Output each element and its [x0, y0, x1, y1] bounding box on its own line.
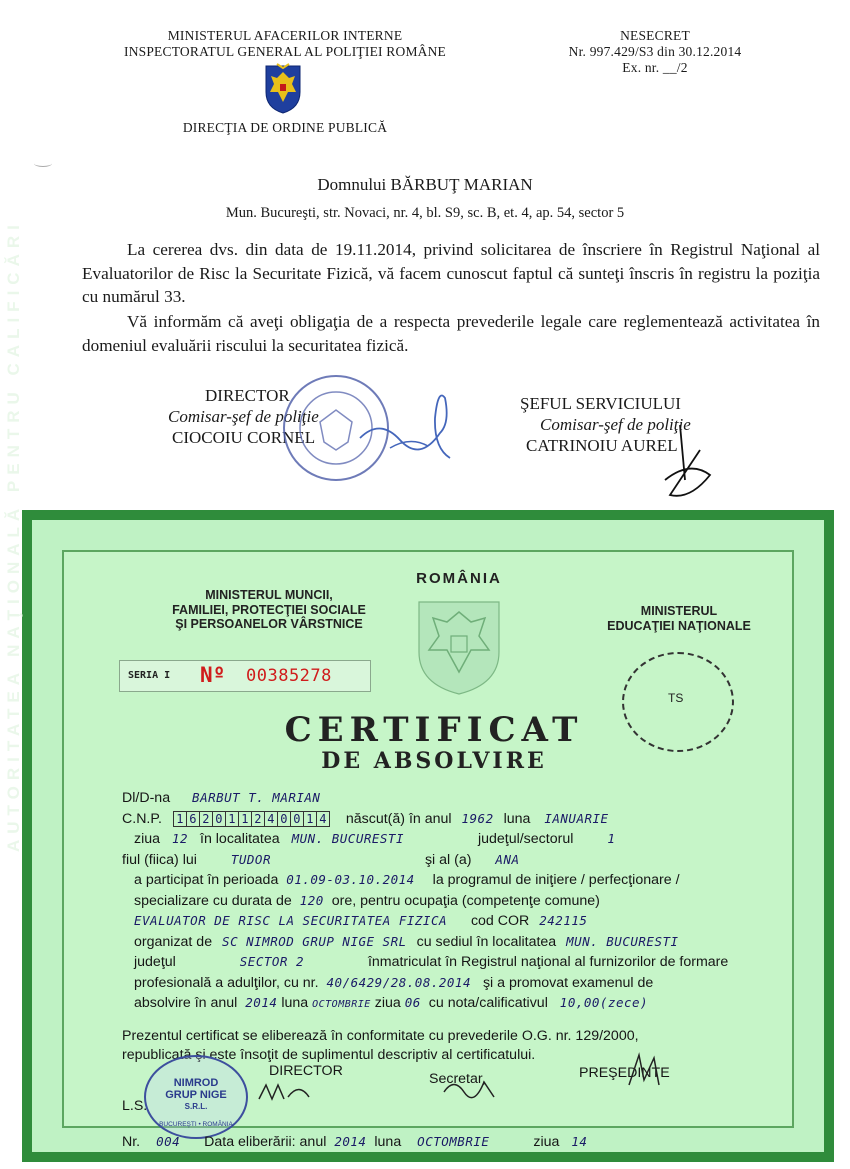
value-issue-day: 14 [571, 1134, 588, 1149]
left-ministry-line-1: MINISTERUL MUNCII, [205, 588, 333, 602]
director-cert-signature [254, 1077, 324, 1112]
classification-block [555, 28, 755, 76]
copy-number: Ex. nr. __/2 [622, 60, 688, 75]
line-judet [122, 952, 802, 973]
value-grade: 10,00(zece) [559, 995, 649, 1010]
line-duration [122, 891, 802, 912]
cnp-digit: 2 [199, 811, 213, 827]
value-father: TUDOR [230, 851, 271, 867]
secretary-signature [439, 1072, 499, 1107]
coat-of-arms-icon [409, 592, 509, 702]
line-professional [122, 973, 802, 994]
left-ministry-line-3: ŞI PERSOANELOR VÂRSTNICE [175, 617, 363, 631]
country: ROMÂNIA [416, 570, 502, 587]
label-judet: judeţul [134, 954, 176, 970]
label-grade: cu nota/calificativul [428, 995, 548, 1011]
registration-number: Nr. 997.429/S3 din 30.12.2014 [568, 44, 742, 59]
issuer-line-2: INSPECTORATUL GENERAL AL POLIŢIEI ROMÂNE [124, 44, 446, 59]
cnp-digit: 1 [238, 811, 252, 827]
series-label: SERIA I [128, 670, 171, 681]
label-and-of: şi al (a) [424, 851, 472, 868]
right-sig-rank: Comisar-şef de poliţie [540, 415, 691, 434]
label-cod: cod COR [470, 913, 530, 929]
value-county: 1 [607, 831, 616, 846]
issuer-block [110, 28, 460, 60]
right-ministry-line-2: EDUCAŢIEI NAŢIONALE [607, 618, 751, 633]
label-issue-month: luna [374, 1134, 402, 1150]
value-period: 01.09-03.10.2014 [286, 872, 415, 887]
value-mother: ANA [495, 851, 520, 867]
label-locality: în localitatea [200, 831, 280, 847]
cnp-digit: 0 [290, 811, 304, 827]
label-month: luna [503, 810, 531, 827]
left-sig-title: DIRECTOR [205, 386, 290, 405]
issue-line [122, 1132, 782, 1153]
president-label: PREŞEDINTE [579, 1065, 670, 1081]
nimrod-stamp-text [146, 1077, 246, 1113]
cnp-digit: 4 [316, 811, 330, 827]
value-seat-locality: MUN. BUCURESTI [566, 933, 679, 949]
line-graduation [122, 993, 802, 1015]
stamp-line-1: NIMROD [173, 1077, 219, 1089]
value-grad-year: 2014 [245, 995, 278, 1010]
certificate-body [122, 788, 802, 1066]
legal-line-2: republicată şi este însoţit de suplimentul descriptiv al certificatului. [122, 1047, 536, 1063]
value-grad-month: OCTOMBRIE [312, 999, 371, 1010]
label-graduation: absolvire în anul [134, 995, 238, 1011]
secretary-label: Secretar, [429, 1071, 486, 1087]
series-box [119, 660, 371, 692]
label-seat: cu sediul în localitatea [416, 933, 557, 950]
line-occupation [122, 911, 802, 932]
line-period [122, 870, 802, 891]
line-parents [122, 850, 802, 871]
ls-label: L.S. [122, 1098, 148, 1114]
stamp-line-3: S.R.L. [184, 1102, 208, 1111]
value-judet: SECTOR 2 [239, 954, 304, 969]
value-day: 12 [171, 831, 189, 846]
addressee: Domnului BĂRBUŢ MARIAN [317, 175, 533, 194]
certificate-title: CERTIFICAT [284, 710, 584, 750]
value-month: IANUARIE [544, 810, 609, 826]
director-label: DIRECTOR [269, 1063, 343, 1079]
label-hours: ore, pentru ocupaţia (competenţe comune) [331, 892, 600, 909]
director-signature [350, 378, 480, 483]
certificate-subtitle: DE ABSOLVIRE [321, 748, 547, 774]
label-specialization: specializare cu durata de [134, 892, 292, 909]
number-label: Nº [200, 663, 226, 687]
paragraph-1: La cererea dvs. din data de 19.11.2014, privind solicitarea de înscriere în Registrul Naţional al Evaluatorilor de Risc la Securitate Fizică, vă facem cunoscut faptul că sunteţi înscris în registru la poziţia cu numărul 33. [82, 240, 820, 306]
line-cnp [122, 809, 802, 830]
classification: NESECRET [620, 28, 690, 43]
label-born-year: născut(ă) în anul [345, 810, 452, 827]
label-son-of: fiul (fiica) lui [122, 851, 197, 868]
cnp-digit: 0 [277, 811, 291, 827]
cnp-boxes [174, 811, 334, 827]
value-issue-year: 2014 [334, 1134, 367, 1149]
label-cnp: C.N.P. [122, 810, 162, 827]
cnp-digit: 1 [173, 811, 187, 827]
right-sig-name: CATRINOIU AUREL [526, 436, 678, 455]
value-name: BARBUT T. MARIAN [192, 790, 321, 805]
directorate: DIRECŢIA DE ORDINE PUBLICĂ [182, 120, 388, 135]
label-professional: profesională a adulţilor, cu nr. [134, 974, 319, 991]
label-month2: luna [281, 995, 309, 1011]
cnp-digit: 1 [303, 811, 317, 827]
certificate-number: 00385278 [246, 666, 332, 686]
line-name [122, 788, 802, 809]
cnp-digit: 2 [251, 811, 265, 827]
right-sig-title: ŞEFUL SERVICIULUI [520, 394, 681, 413]
left-sig-name: CIOCOIU CORNEL [172, 428, 316, 447]
legal-line-1: Prezentul certificat se eliberează în conformitate cu prevederile O.G. nr. 129/2000, [122, 1027, 639, 1044]
value-occupation: EVALUATOR DE RISC LA SECURITATEA FIZICA [134, 913, 447, 928]
line-birthplace [122, 829, 802, 850]
line-organizer [122, 932, 802, 953]
value-hours: 120 [299, 892, 324, 908]
cnp-digit: 6 [186, 811, 200, 827]
nimrod-stamp [144, 1055, 248, 1139]
value-grad-day: 06 [404, 995, 421, 1010]
value-cod: 242115 [539, 913, 588, 928]
side-text: AUTORITATEA NAŢIONALĂ PENTRU CALIFICĂRI [4, 219, 23, 852]
coat-of-arms-icon [262, 62, 304, 119]
label-registered: înmatriculat în Registrul naţional al furnizorilor de formare [367, 954, 729, 970]
label-participated: a participat în perioada [134, 872, 279, 888]
value-locality: MUN. BUCURESTI [291, 831, 404, 846]
label-day2: ziua [374, 995, 401, 1011]
cnp-digit: 0 [212, 811, 226, 827]
issuer-line-1: MINISTERUL AFACERILOR INTERNE [167, 28, 403, 43]
left-sig-rank: Comisar-şef de poliţie [168, 407, 319, 426]
left-ministry [139, 588, 399, 632]
label-issue-day: ziua [533, 1134, 560, 1150]
cnp-digit: 1 [225, 811, 239, 827]
chief-signature [630, 420, 730, 515]
paragraph-2: Vă informăm că aveţi obligaţia de a respecta prevederile legale care reglementează activitatea în domeniul evaluării riscului la securitatea fizică. [82, 312, 820, 355]
label-issue-date: Data eliberării: anul [204, 1134, 327, 1150]
label-promoted: şi a promovat examenul de [482, 974, 654, 991]
label-nr: Nr. [122, 1134, 141, 1150]
ts-label: TS [668, 691, 684, 705]
address: Mun. Bucureşti, str. Novaci, nr. 4, bl. S9, sc. B, et. 4, ap. 54, sector 5 [225, 205, 625, 221]
label-name: Dl/D-na [122, 790, 171, 806]
value-issue-month: OCTOMBRIE [417, 1134, 490, 1149]
left-ministry-line-2: FAMILIEI, PROTECŢIEI SOCIALE [172, 602, 366, 617]
stamp-line-2: GRUP NIGE [165, 1089, 227, 1101]
label-day: ziua [134, 831, 161, 847]
label-organized: organizat de [134, 933, 213, 950]
president-signature [619, 1050, 669, 1095]
legal-text [122, 1027, 802, 1066]
label-program: la programul de iniţiere / perfecţionare / [432, 872, 680, 888]
right-ministry-line-1: MINISTERUL [640, 604, 718, 618]
value-organizer: SC NIMROD GRUP NIGE SRL [222, 933, 407, 949]
value-reg-no: 40/6429/28.08.2014 [326, 974, 471, 990]
cnp-digit: 4 [264, 811, 278, 827]
value-nr: 004 [156, 1134, 181, 1149]
label-county: judeţul/sectorul [477, 831, 574, 847]
right-ministry [584, 604, 774, 633]
value-born-year: 1962 [461, 810, 494, 826]
scan-mark [34, 160, 52, 167]
stamp-ring-text: BUCUREŞTI • ROMÂNIA [159, 1121, 233, 1128]
